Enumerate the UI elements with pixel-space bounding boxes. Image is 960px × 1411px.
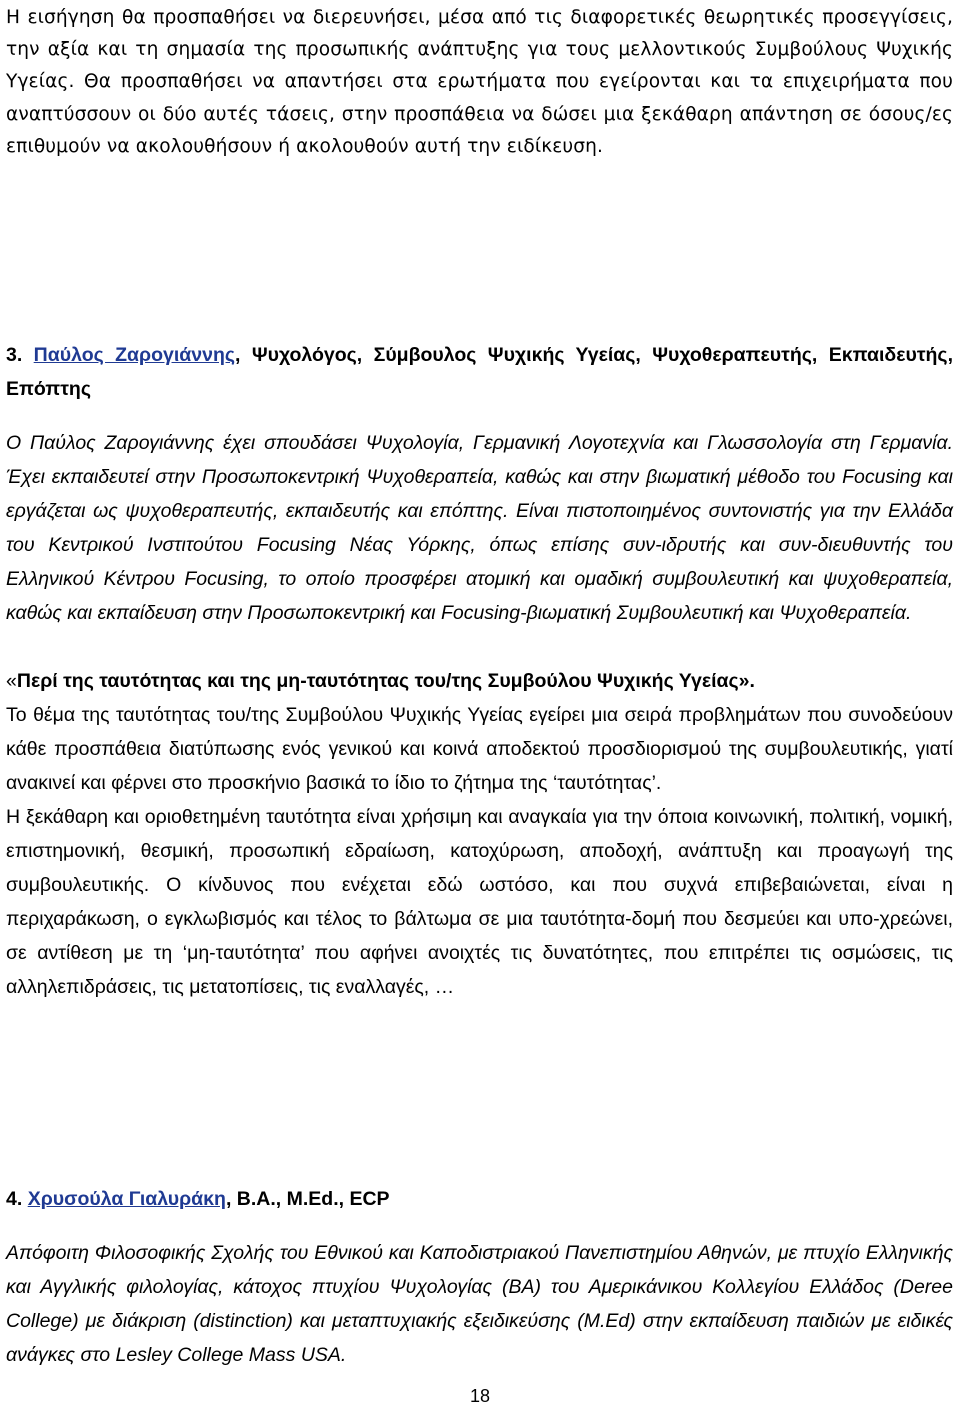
section-4-speaker-name[interactable]: Χρυσούλα Γιαλυράκη	[27, 1188, 226, 1210]
section-3-speaker-name[interactable]: Παύλος Ζαρογιάννης	[33, 344, 236, 366]
intro-paragraph: Η εισήγηση θα προσπαθήσει να διερευνήσει, μέσα από τις διαφορετικές θεωρητικές προσεγγίσεις, την αξία και τη σημασία της προσωπικής ανάπτυξης για τους μελλοντικούς Συμβούλους Ψυχικής Υγείας. Θα προσπαθήσει να απαντήσει στα ερωτήματα που εγείρονται και τα επιχειρήματα που αναπτύσσουν οι δύο αυτές τάσεις, στην προσπάθεια να δώσει μια ξεκάθαρη απάντηση σε όσους/ες επιθυμούν να ακολουθήσουν ή ακολουθούν αυτή την ειδίκευση.	[6, 7, 953, 157]
section-4-number: 4.	[6, 1188, 23, 1210]
talk-title-open-quote: «	[6, 670, 17, 692]
section-4-speaker-titles: , B.A., M.Ed., ECP	[225, 1188, 390, 1210]
section-4-bio: Απόφοιτη Φιλοσοφικής Σχολής του Εθνικού και Καποδιστριακού Πανεπιστημίου Αθηνών, με πτυχίο Ελληνικής και Αγγλικής φιλολογίας, κάτοχος πτυχίου Ψυχολογίας (BA) του Αμερικάνικου Κολλεγίου Ελλάδος (Deree College) με διάκριση (distinction) και μεταπτυχιακής εξειδικεύσης (M.Ed) στην εκπαίδευση παιδιών με ειδικές ανάγκες στο Lesley College Mass USA.	[6, 1242, 953, 1366]
page-number: 18	[469, 1386, 491, 1406]
section-3	[6, 338, 953, 1004]
section-3-heading	[6, 338, 953, 406]
section-3-bio: Ο Παύλος Ζαρογιάννης έχει σπουδάσει Ψυχολογία, Γερμανική Λογοτεχνία και Γλωσσολογία στη Γερμανία. Έχει εκπαιδευτεί στην Προσωποκεντρική Ψυχοθεραπεία, καθώς και στην βιωματική μέθοδο του Focusing και εργάζεται ως ψυχοθεραπευτής, εκπαιδευτής και επόπτης. Είναι πιστοποιημένος συντονιστής για την Ελλάδα του Κεντρικού Ινστιτούτου Focusing Νέας Υόρκης, όπως επίσης συν-ιδρυτής και συν-διευθυντής του Ελληνικού Κέντρου Focusing, το οποίο προσφέρει ατομική και ομαδική συμβουλευτική και ψυχοθεραπεία, καθώς και εκπαίδευση στην Προσωποκεντρική και Focusing-βιωματική Συμβουλευτική και Ψυχοθεραπεία.	[6, 432, 953, 624]
section-4-heading	[6, 1182, 953, 1216]
section-3-number: 3.	[6, 344, 23, 366]
section-3-talk-paragraph-2: Η ξεκάθαρη και οριοθετημένη ταυτότητα είναι χρήσιμη και αναγκαία για την όποια κοινωνική, πολιτική, νομική, επιστημονική, θεσμική, προσωπική εδραίωση, κατοχύρωση, αποδοχή, ανάπτυξη και προαγωγή της συμβουλευτικής. Ο κίνδυνος που ενέχεται εδώ ωστόσο, και που συχνά επιβεβαιώνεται, είναι η περιχαράκωση, ο εγκλωβισμός και τέλος το βάλτωμα σε μια ταυτότητα-δομή που δεσμεύει και υπο-χρεώνει, σε αντίθεση με τη ‘μη-ταυτότητα’ που αφήνει ανοιχτές τις δυνατότητες, που επιτρέπει τις οσμώσεις, τις αλληλεπιδράσεις, τις μετατοπίσεις, τις εναλλαγές, …	[6, 806, 953, 998]
section-3-talk-title	[6, 664, 953, 698]
talk-title-text: Περί της ταυτότητας και της μη-ταυτότητας του/της Συμβούλου Ψυχικής Υγείας».	[16, 670, 755, 692]
section-3-talk-paragraph-1: Το θέμα της ταυτότητας του/της Συμβούλου Ψυχικής Υγείας εγείρει μια σειρά προβλημάτων που συνοδεύουν κάθε προσπάθεια διατύπωσης ενός γενικού και κοινά αποδεκτού προσδιορισμού της συμβουλευτικής, γιατί ανακινεί και φέρνει στο προσκήνιο βασικά το ίδιο το ζήτημα της ‘ταυτότητας’.	[6, 704, 953, 794]
section-4	[6, 1182, 953, 1372]
section-3-speaker-titles: , Ψυχολόγος, Σύμβουλος Ψυχικής Υγείας, Ψυχοθεραπευτής, Εκπαιδευτής, Επόπτης	[6, 344, 953, 400]
